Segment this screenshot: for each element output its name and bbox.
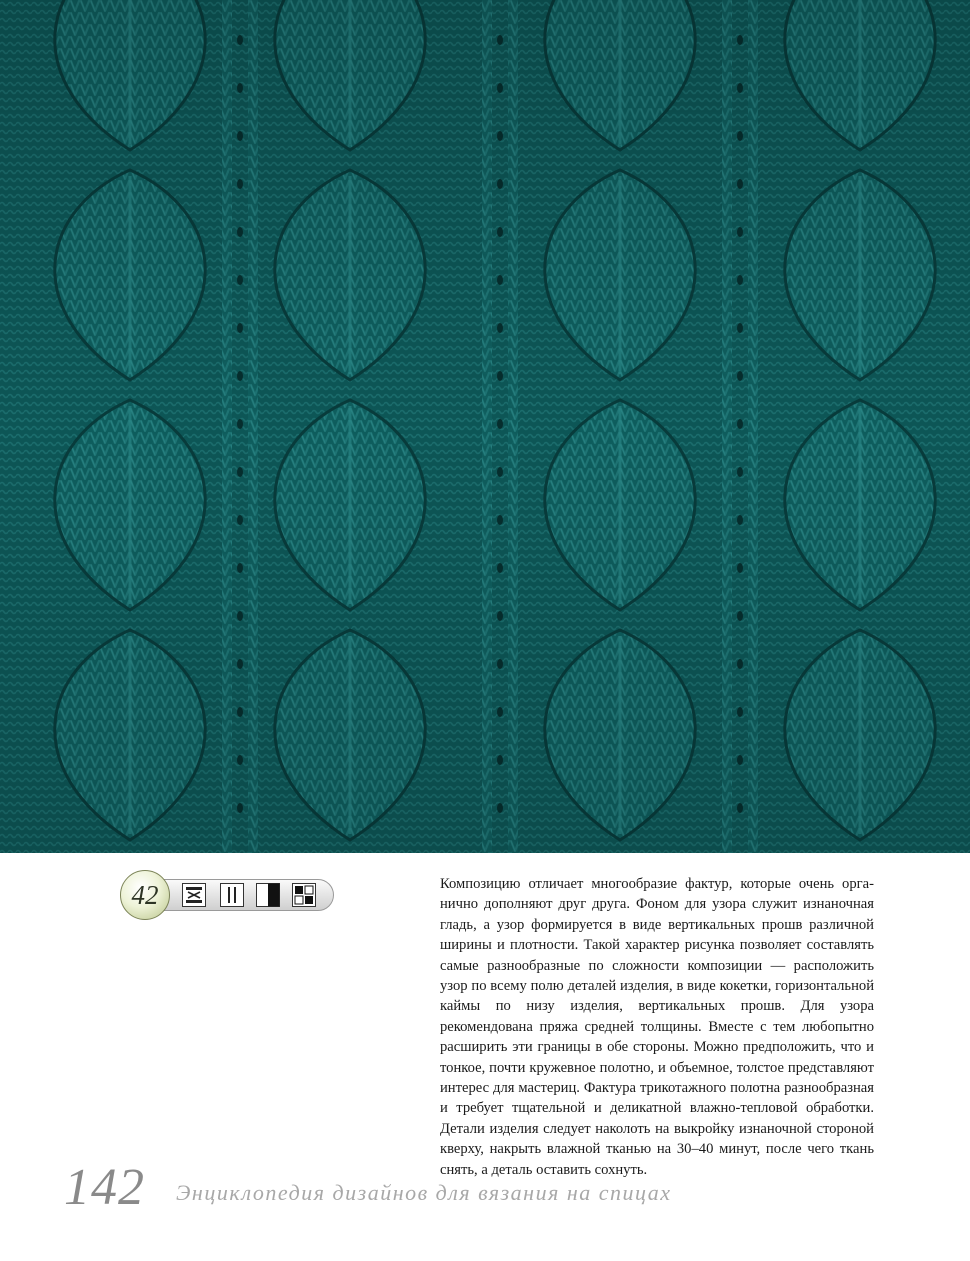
pattern-number-circle (120, 870, 170, 920)
page-number: 142 (64, 1159, 145, 1216)
pattern-badge (120, 870, 336, 920)
pattern-description: Композицию отличает многообразие фактур, которые очень органично дополняют друг друга. Фоном для узора служит изнаночная гладь, а узор формируется в виде вертикальных прошв различной ширины и плотности. Такой характер рисунка позволяет составлять самые разнообразные по сложности композиции — расположить узор по всему полю деталей изделия, в виде кокетки, горизонтальной каймы по низу изделия, вертикальных прошв. Для узора рекомендована пряжа средней толщины. Вместе с тем любопытно расширить эти границы в обе стороны. Можно предположить, что и тонкое, почти кружевное полотно, и объемное, толстое представляют интерес для мастериц. Фактура трикотажного полотна разнообразная и требует тщательной и деликатной влажно-тепловой обработки. Детали изделия следует наколоть на выкройку изнаночной стороной кверху, накрыть влажной тканью на 30–40 минут, после чего ткань снять, а деталь оставить сохнуть. (440, 876, 874, 1178)
pattern-number: 42 (131, 879, 159, 910)
black-white-split-icon (256, 883, 280, 907)
checker-blocks-icon (292, 883, 316, 907)
symmetric-motif-icon (182, 883, 206, 907)
vertical-columns-icon (220, 883, 244, 907)
book-title: Энциклопедия дизайнов для вязания на спицах (176, 1180, 672, 1205)
